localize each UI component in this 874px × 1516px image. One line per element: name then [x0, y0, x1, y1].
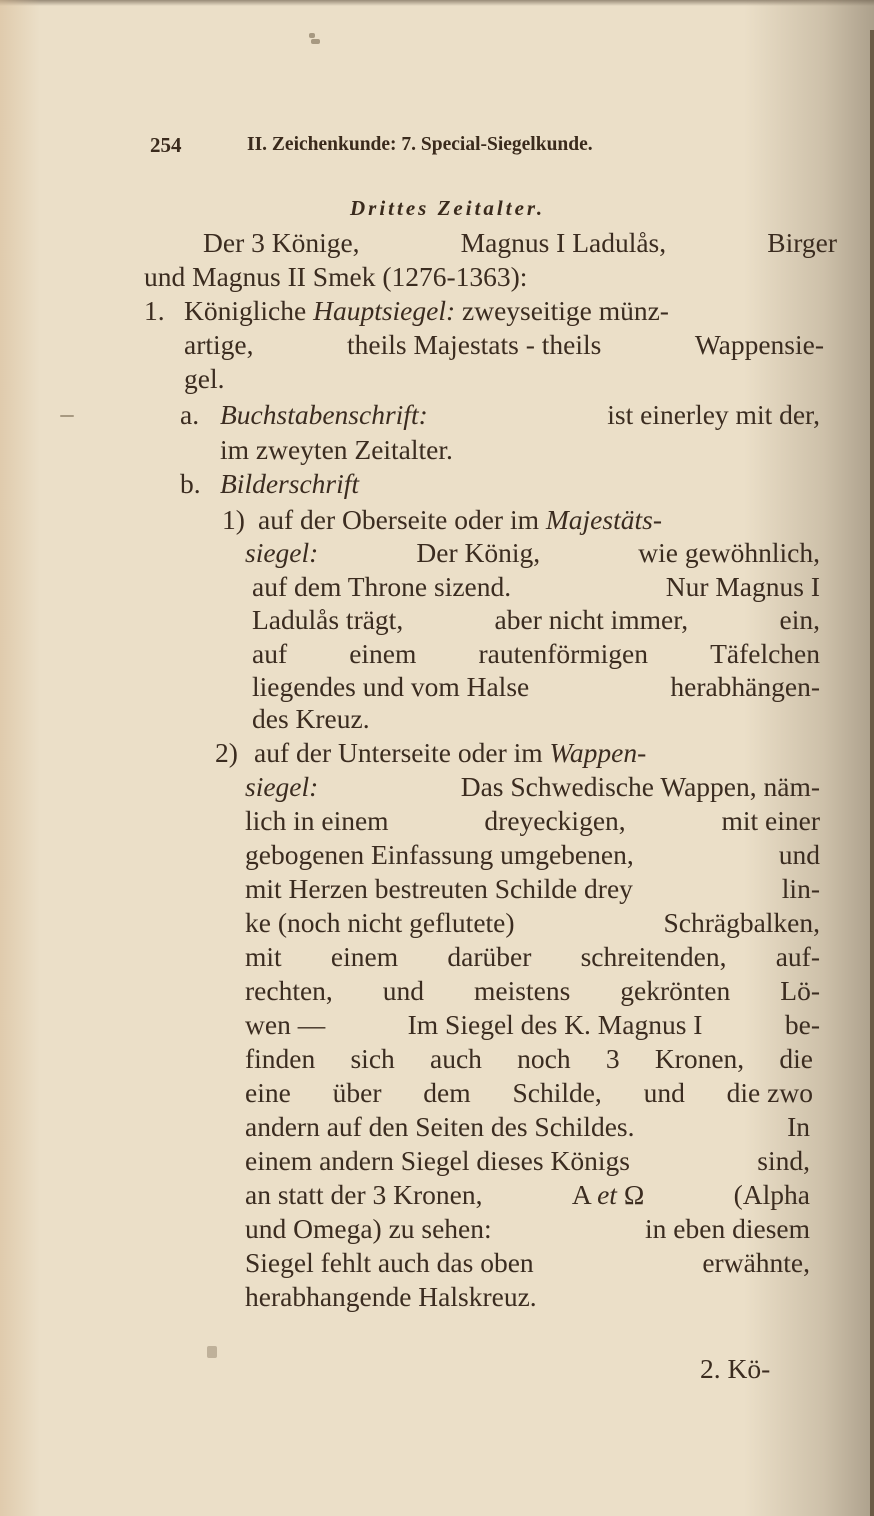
italic-term: Bilderschrift [220, 468, 360, 499]
text: die zwo [726, 1077, 813, 1108]
text: in eben diesem [645, 1213, 810, 1244]
text: und [643, 1077, 685, 1108]
text: Der König, [416, 537, 541, 568]
italic-term: Majestäts- [545, 504, 662, 535]
text: Birger [767, 227, 837, 258]
text: Täfelchen [710, 638, 820, 669]
italic-term: Wappen- [549, 737, 647, 768]
text: gebogenen Einfassung umgebenen, [245, 839, 634, 870]
text: ist einerley mit der, [607, 399, 820, 430]
text: dreyeckigen, [484, 805, 626, 836]
text: schreitenden, [580, 941, 727, 972]
list-marker: 2) [215, 737, 238, 768]
text: gekrönten [620, 975, 731, 1006]
text: darüber [447, 941, 532, 972]
text: rechten, [245, 975, 333, 1006]
text: lin- [781, 873, 820, 904]
text-line [252, 670, 820, 704]
text: wen — [245, 1009, 326, 1040]
text: erwähnte, [702, 1247, 810, 1278]
list-marker: b. [180, 468, 201, 499]
text: auf [252, 638, 288, 669]
text-line [252, 570, 820, 604]
text-line [245, 1246, 810, 1280]
text: Wappensie- [694, 329, 824, 360]
text: auf dem Throne sizend. [252, 571, 512, 602]
text-line [203, 226, 837, 260]
text-line [245, 838, 820, 872]
text: noch [517, 1043, 571, 1074]
text-line [245, 1144, 810, 1178]
text: eine [245, 1077, 291, 1108]
text: theils Majestats - theils [347, 329, 602, 360]
text-line: und Magnus II Smek (1276-1363): [144, 261, 528, 292]
text: liegendes und vom Halse [252, 671, 530, 702]
text: und [778, 839, 820, 870]
text: Das Schwedische Wappen, näm- [460, 771, 820, 802]
text: herabhängen- [670, 671, 820, 702]
text: lich in einem [245, 805, 389, 836]
text: einem [349, 638, 417, 669]
text: auf- [775, 941, 820, 972]
text: auch [430, 1043, 482, 1074]
text: einem andern Siegel dieses Königs [245, 1145, 630, 1176]
text: dem [423, 1077, 471, 1108]
text: Magnus I Ladulås, [460, 227, 667, 258]
text-line [184, 294, 669, 328]
list-marker: 1) [222, 504, 245, 535]
text-line [252, 637, 820, 671]
text: rautenförmigen [478, 638, 648, 669]
text-line [220, 398, 820, 432]
text-line [245, 872, 820, 906]
text-line [245, 1178, 810, 1212]
text-line: gel. [184, 363, 225, 394]
text: mit Herzen bestreuten Schilde drey [245, 873, 633, 904]
text: (Alpha [733, 1179, 810, 1210]
text-line: im zweyten Zeitalter. [220, 434, 453, 465]
text-line [245, 770, 820, 804]
running-title: II. Zeichenkunde: 7. Special-Siegelkunde. [247, 134, 593, 155]
text: Kronen, [654, 1043, 745, 1074]
text: und Omega) zu sehen: [245, 1213, 492, 1244]
text-line [245, 1042, 813, 1076]
text: über [332, 1077, 382, 1108]
text: mit [245, 941, 282, 972]
text: Siegel fehlt auch das oben [245, 1247, 534, 1278]
ink-speck [207, 1346, 217, 1358]
italic-term: et [597, 1179, 617, 1210]
italic-term: Hauptsiegel: [313, 295, 456, 326]
text: Ladulås trägt, [252, 604, 404, 635]
text: andern auf den Seiten des Schildes. [245, 1111, 635, 1142]
text-line [245, 1212, 810, 1246]
text: aber nicht immer, [494, 604, 689, 635]
text: sind, [757, 1145, 810, 1176]
text-line [245, 906, 820, 940]
text-line [245, 1076, 813, 1110]
text: ein, [779, 604, 820, 635]
italic-term: siegel: [245, 537, 319, 568]
omega-symbol: Ω [623, 1179, 645, 1210]
text: mit einer [721, 805, 820, 836]
alpha-omega: A et Ω [571, 1179, 645, 1210]
text: Lö- [780, 975, 820, 1006]
text-line [245, 1008, 820, 1042]
text: Der 3 Könige, [203, 227, 360, 258]
page-number: 254 [150, 133, 182, 157]
text: ke (noch nicht geflutete) [245, 907, 515, 938]
text-line [245, 940, 820, 974]
italic-term: Buchstabenschrift: [220, 399, 428, 430]
italic-term: siegel: [245, 771, 319, 802]
text: auf der Oberseite oder im [258, 504, 539, 535]
text: artige, [184, 329, 254, 360]
text-line [184, 328, 824, 362]
text: meistens [474, 975, 571, 1006]
ink-speck [311, 39, 320, 44]
text: auf der Unterseite oder im [254, 737, 543, 768]
text-line [245, 1110, 810, 1144]
text-line [245, 804, 820, 838]
text-line: herabhangende Halskreuz. [245, 1281, 537, 1312]
list-marker: a. [180, 399, 200, 430]
text: be- [784, 1009, 820, 1040]
text: Schilde, [512, 1077, 602, 1108]
section-title: Drittes Zeitalter. [350, 196, 546, 220]
text: Nur Magnus I [665, 571, 820, 602]
ink-speck [309, 33, 315, 38]
text: einem [330, 941, 399, 972]
text-line [252, 603, 820, 637]
catchword: 2. Kö- [700, 1353, 771, 1384]
text-line [245, 536, 820, 570]
ink-speck [60, 415, 74, 417]
text-line [245, 974, 820, 1008]
text: und [382, 975, 425, 1006]
text: sich [350, 1043, 395, 1074]
text-line [254, 736, 646, 770]
text: 3 [605, 1043, 620, 1074]
text: wie gewöhnlich, [638, 537, 820, 568]
page-edge [870, 30, 874, 1516]
text-line [258, 503, 662, 537]
text: an statt der 3 Kronen, [245, 1179, 483, 1210]
text: Im Siegel des K. Magnus I [407, 1009, 703, 1040]
text: Schrägbalken, [663, 907, 820, 938]
text-line: des Kreuz. [252, 703, 370, 734]
text: die [779, 1043, 813, 1074]
list-marker: 1. [144, 295, 165, 326]
text: In [787, 1111, 810, 1142]
text: zweyseitige münz- [462, 295, 669, 326]
text: Königliche [184, 295, 307, 326]
text: finden [245, 1043, 316, 1074]
